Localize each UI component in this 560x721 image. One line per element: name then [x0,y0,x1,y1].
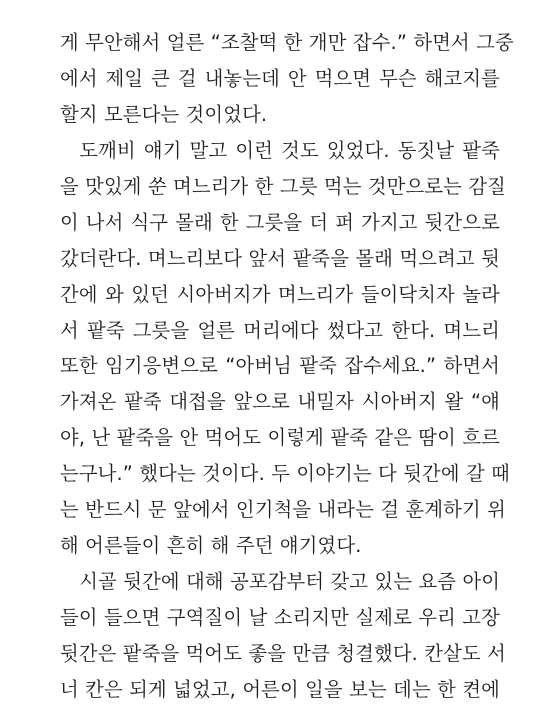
text-line: 는 반드시 문 앞에서 인기척을 내라는 걸 훈계하기 위 [60,498,506,522]
text-line: 게 무안해서 얼른 “조찰떡 한 개만 잡수.” 하면서 그중 [60,31,514,54]
text-line: 이 나서 식구 몰래 한 그릇을 더 퍼 가지고 뒷간으로 [60,210,500,234]
text-line: 들이 들으면 구역질이 날 소리지만 실제로 우리 고장 [60,606,500,629]
text-line: 는구나.” 했다는 것이다. 두 이야기는 다 뒷간에 갈 때 [60,462,510,486]
text-line: 야, 난 팥죽을 안 먹어도 이렇게 팥죽 같은 땀이 흐르 [60,426,500,450]
text-line: 간에 와 있던 시아버지가 며느리가 들이닥치자 놀라 [60,282,500,306]
body-text [60,25,514,708]
text-line: 해 어른들이 흔히 해 주던 얘기였다. [60,534,362,558]
paragraph-first-line: 시골 뒷간에 대해 공포감부터 갖고 있는 요즘 아이 [79,570,501,594]
text-line: 갔더란다. 며느리보다 앞서 팥죽을 몰래 먹으려고 뒷 [60,246,500,270]
text-line: 또한 임기응변으로 “아버님 팥죽 잡수세요.” 하면서 [60,354,500,378]
text-line: 에서 제일 큰 걸 내놓는데 안 먹으면 무슨 해코지를 [60,66,500,90]
text-line: 뒷간은 팥죽을 먹어도 좋을 만큼 청결했다. 칸살도 서 [60,641,506,665]
text-line: 너 칸은 되게 넓었고, 어른이 일을 보는 데는 한 켠에 [60,677,500,701]
paragraph-first-line: 도깨비 얘기 말고 이런 것도 있었다. 동짓날 팥죽 [79,138,500,162]
text-line: 서 팥죽 그릇을 얼른 머리에다 썼다고 한다. 며느리 [60,318,500,342]
text-line: 할지 모른다는 것이었다. [60,102,268,126]
text-line: 가져온 팥죽 대접을 앞으로 내밀자 시아버지 왈 “얘 [60,390,500,414]
text-line: 을 맛있게 쑨 며느리가 한 그릇 먹는 것만으로는 감질 [60,174,506,198]
